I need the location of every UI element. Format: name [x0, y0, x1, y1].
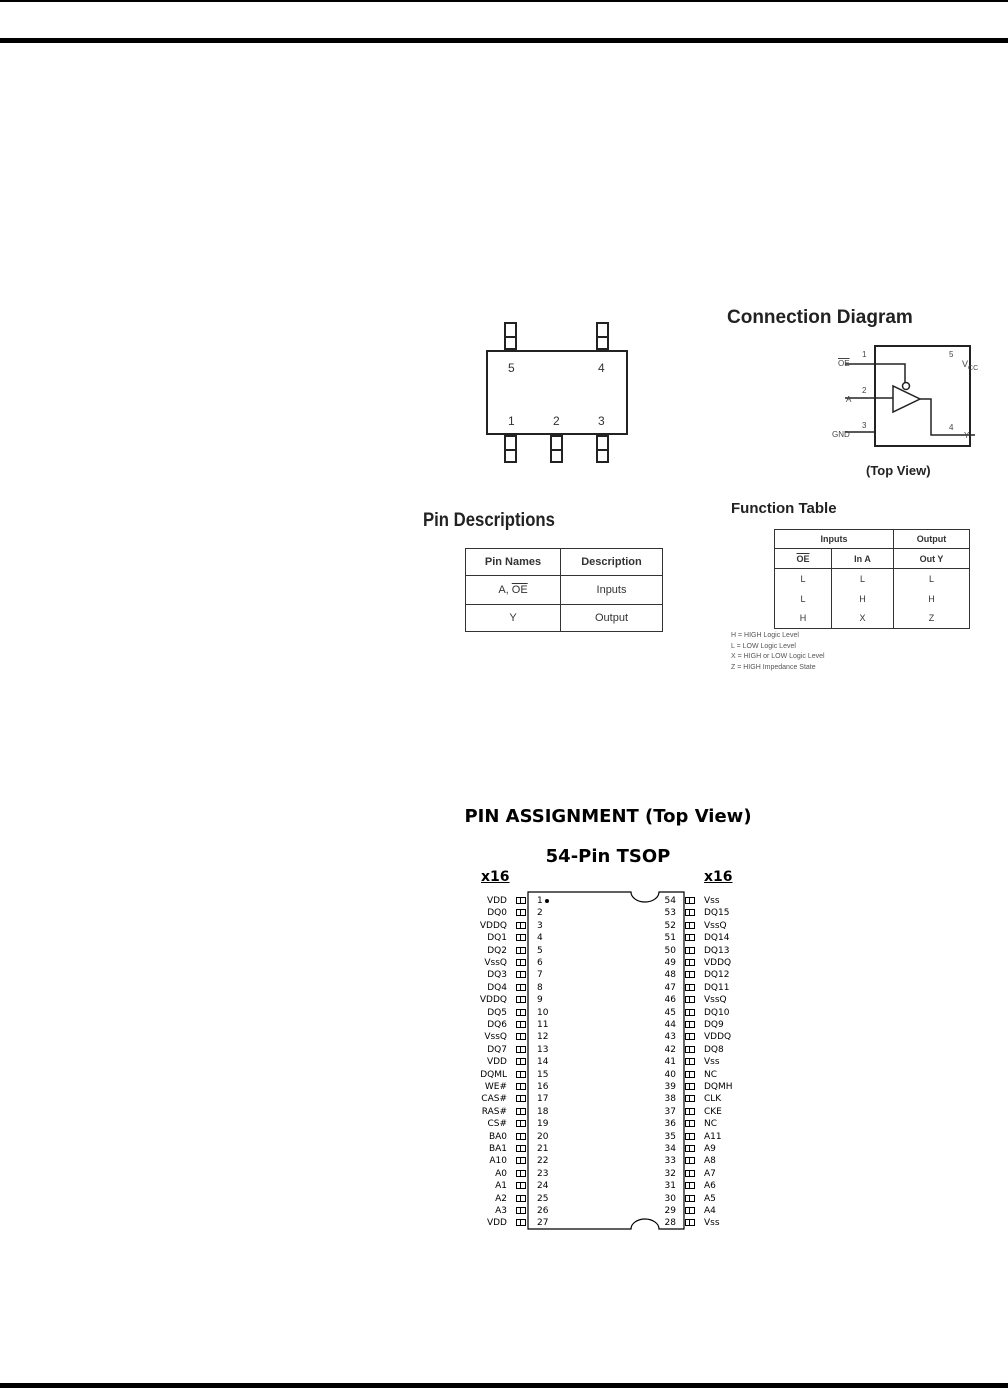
- pin-lead-icon: [516, 897, 526, 904]
- pin-number: 50: [664, 945, 676, 956]
- pkg-pin-num: 2: [553, 414, 560, 428]
- pin-label: A0: [495, 1168, 507, 1179]
- pin-label: Vss: [704, 896, 720, 906]
- group-header: Inputs: [775, 530, 894, 549]
- tsop-pin-left: [445, 994, 565, 1006]
- pin-lead-icon: [516, 1033, 526, 1040]
- tsop-pin-left: [445, 1031, 565, 1043]
- pin-lead-icon: [516, 947, 526, 954]
- pin-lead-icon: [516, 1195, 526, 1202]
- pin-name-cell: [466, 605, 561, 632]
- tsop-pin-left: [445, 945, 565, 957]
- pin-name-cell: [466, 576, 561, 605]
- pin-label: A7: [704, 1168, 716, 1179]
- pin-lead-icon: [516, 971, 526, 978]
- tsop-pin-right: [658, 1069, 758, 1081]
- pin-lead-icon: [516, 1207, 526, 1214]
- pin-label: A3: [495, 1206, 507, 1216]
- pin-lead-icon: [516, 1009, 526, 1016]
- pin-label: DQ9: [704, 1020, 724, 1030]
- pin-number: 1: [537, 896, 543, 906]
- tsop-pin-left: [445, 1056, 565, 1068]
- pin-name-vcc-sub: CC: [968, 364, 979, 372]
- pin-lead-icon: [516, 934, 526, 941]
- pin-label: DQ8: [704, 1044, 724, 1055]
- pin-lead-icon: [685, 897, 695, 904]
- tsop-pin-right: [658, 994, 758, 1006]
- pin-name-a: A: [846, 395, 852, 404]
- pin-label: DQ2: [487, 945, 507, 956]
- pin-label: Vss: [704, 1057, 720, 1068]
- pin-lead-icon: [685, 1108, 695, 1115]
- col-header: $\overline{OE}$: [775, 549, 832, 569]
- pin-label: WE#: [484, 1082, 507, 1092]
- pin-number: 11: [537, 1020, 549, 1030]
- pin-lead-icon: [685, 1195, 695, 1202]
- pin-label: VssQ: [484, 958, 507, 968]
- pin-label: BA1: [488, 1144, 507, 1154]
- pin-num-1: 1: [862, 350, 867, 359]
- description-cell: Output: [561, 605, 663, 632]
- pin-number: 54: [664, 896, 676, 906]
- pin-number: 25: [537, 1193, 549, 1204]
- pin-number: 35: [664, 1131, 676, 1142]
- pin-number: 9: [537, 995, 543, 1006]
- pin-number: 33: [664, 1156, 676, 1167]
- pin-lead-icon: [685, 947, 695, 954]
- table-cell: H: [775, 609, 832, 629]
- pin-num-3: 3: [862, 421, 867, 430]
- pin-lead-icon: [516, 1133, 526, 1140]
- col-header: In A: [832, 549, 894, 569]
- table-cell: Z: [894, 609, 970, 629]
- function-table-legend: [731, 631, 825, 673]
- pin-lead-icon: [516, 1058, 526, 1065]
- pin-lead-icon: [685, 959, 695, 966]
- pin-name-vcc: [962, 359, 978, 372]
- table-row: [466, 576, 663, 605]
- tsop-pin-left: [445, 1217, 565, 1229]
- legend-line: Z = HIGH Impedance State: [731, 663, 816, 671]
- tsop-pin-left: [445, 1193, 565, 1205]
- pin-lead-icon: [685, 1219, 695, 1226]
- tsop-pin-left: [445, 1118, 565, 1130]
- pin-number: 40: [664, 1069, 676, 1080]
- legend-line: X = HIGH or LOW Logic Level: [731, 653, 825, 660]
- pin-lead-icon: [685, 1033, 695, 1040]
- pin-label: DQML: [480, 1069, 507, 1080]
- pin-lead-icon: [685, 1009, 695, 1016]
- pin-lead-icon: [516, 1071, 526, 1078]
- pkg-pin-num: 4: [598, 361, 605, 375]
- pin-label: VDDQ: [479, 920, 507, 931]
- pin-number: 38: [664, 1094, 676, 1105]
- pin-number: 39: [664, 1082, 676, 1092]
- tsop-pin-left: [445, 1019, 565, 1031]
- pin-lead-icon: [516, 1021, 526, 1028]
- pin-label: A8: [704, 1156, 716, 1167]
- pin-label: DQMH: [704, 1082, 733, 1092]
- pin-number: 12: [537, 1032, 549, 1043]
- col-header: Description: [561, 549, 663, 576]
- connection-diagram-title: Connection Diagram: [727, 307, 913, 328]
- pin-label: A4: [704, 1206, 716, 1216]
- pin-lead-icon: [516, 1219, 526, 1226]
- tsop-pin-left: [445, 1007, 565, 1019]
- pin-name-gnd: GND: [832, 430, 850, 439]
- pin-descriptions-title: Pin Descriptions: [423, 510, 555, 531]
- pin-num-5: 5: [949, 350, 954, 359]
- pin-number: 28: [664, 1218, 676, 1229]
- table-row: [775, 569, 970, 589]
- pin-label: VssQ: [484, 1032, 507, 1043]
- chip-outline: [875, 346, 970, 446]
- tsop-pin-left: [445, 1155, 565, 1167]
- pin-label: VDD: [486, 1057, 507, 1068]
- pin-label: CKE: [704, 1106, 722, 1117]
- tsop-pin-right: [658, 932, 758, 944]
- pin-lead-icon: [516, 1182, 526, 1189]
- pin-label: DQ1: [487, 933, 507, 944]
- tsop-pin-right: [658, 1131, 758, 1143]
- package-name: 54-Pin TSOP: [545, 846, 671, 867]
- pin-number: 51: [664, 933, 676, 944]
- pin-lead-icon: [516, 1145, 526, 1152]
- tsop-pin-left: [445, 1168, 565, 1180]
- pin-number: 15: [537, 1069, 549, 1080]
- pin-number: 13: [537, 1044, 549, 1055]
- pin-number: 43: [664, 1032, 676, 1043]
- pin-lead-icon: [685, 1182, 695, 1189]
- lead-pin-3: [596, 435, 609, 463]
- pin-name-y: Y: [964, 431, 970, 440]
- top-rule-thin: [0, 0, 1008, 2]
- pin-label: DQ10: [704, 1007, 730, 1018]
- pin-number: 45: [664, 1007, 676, 1018]
- pin-label: VDDQ: [479, 995, 507, 1006]
- pin-number: 24: [537, 1181, 549, 1192]
- table-cell: L: [894, 569, 970, 589]
- left-column-header: x16: [481, 869, 510, 885]
- pin-lead-icon: [685, 1021, 695, 1028]
- pin-label: CS#: [487, 1119, 507, 1130]
- pin-lead-icon: [516, 1095, 526, 1102]
- tsop-pin-right: [658, 1168, 758, 1180]
- col-header: Out Y: [894, 549, 970, 569]
- pin-number: 17: [537, 1094, 549, 1105]
- pin-label: DQ7: [487, 1044, 507, 1055]
- tsop-pin-left: [445, 1044, 565, 1056]
- tsop-pin-right: [658, 1031, 758, 1043]
- pin-number: 52: [664, 920, 676, 931]
- pin-label: DQ5: [487, 1007, 507, 1018]
- tsop-pin-right: [658, 969, 758, 981]
- description-cell: Inputs: [561, 576, 663, 605]
- pin-number: 53: [664, 908, 676, 919]
- lead-pin-1: [504, 435, 517, 463]
- pin-number: 4: [537, 933, 543, 944]
- tsop-pin-right: [658, 982, 758, 994]
- pin-label: NC: [704, 1119, 718, 1130]
- pin-label: A11: [704, 1131, 722, 1142]
- pin-number: 20: [537, 1131, 549, 1142]
- pin-label: DQ12: [704, 970, 730, 981]
- pin-label: VDD: [486, 1218, 507, 1229]
- pin-number: 30: [664, 1193, 676, 1204]
- pin-lead-icon: [685, 996, 695, 1003]
- top-rule-thick: [0, 38, 1008, 43]
- pin-lead-icon: [516, 1170, 526, 1177]
- pin-label: VDD: [486, 896, 507, 906]
- tsop-pin-left: [445, 895, 565, 907]
- pin-lead-icon: [685, 1170, 695, 1177]
- tsop-pin-right: [658, 1044, 758, 1056]
- enable-bubble: [903, 383, 910, 390]
- pin-label: DQ14: [704, 933, 730, 944]
- tsop-pin-left: [445, 1106, 565, 1118]
- pin-label: A10: [489, 1156, 507, 1167]
- table-cell: X: [832, 609, 894, 629]
- tsop-pin-right: [658, 1217, 758, 1229]
- pin-lead-icon: [685, 1207, 695, 1214]
- pin-number: 14: [537, 1057, 549, 1068]
- tsop-pin-right: [658, 1056, 758, 1068]
- pin-number: 37: [664, 1106, 676, 1117]
- pin-name-oe: $\overline{OE}$: [838, 359, 850, 368]
- pin-number: 22: [537, 1156, 549, 1167]
- pin-number: 10: [537, 1007, 549, 1018]
- bottom-rule-thick: [0, 1383, 1008, 1388]
- legend-line: H = HIGH Logic Level: [731, 632, 799, 639]
- pin-assignment-title: PIN ASSIGNMENT (Top View): [464, 806, 752, 827]
- tsop-pin-left: [445, 907, 565, 919]
- pin-number: 7: [537, 970, 543, 981]
- pin-number: 2: [537, 908, 543, 919]
- pin-label: RAS#: [481, 1106, 507, 1117]
- pin-number: 47: [664, 982, 676, 993]
- pin-number: 26: [537, 1206, 549, 1216]
- pin-lead-icon: [516, 922, 526, 929]
- tsop-pin-right: [658, 895, 758, 907]
- table-row: [466, 605, 663, 632]
- pin-lead-icon: [516, 1120, 526, 1127]
- pin-lead-icon: [685, 1133, 695, 1140]
- tsop-pin-left: [445, 1205, 565, 1217]
- tsop-pin-right: [658, 1205, 758, 1217]
- tsop-pin-right: [658, 920, 758, 932]
- pin-lead-icon: [685, 1157, 695, 1164]
- tsop-pin-right: [658, 957, 758, 969]
- pin-number: 41: [664, 1057, 676, 1068]
- tsop-pin-left: [445, 982, 565, 994]
- tsop-pin-right: [658, 1007, 758, 1019]
- tsop-pin-right: [658, 1118, 758, 1130]
- pin-number: 44: [664, 1020, 676, 1030]
- pin-label: A1: [495, 1181, 507, 1192]
- table-cell: L: [775, 589, 832, 609]
- pin-number: 3: [537, 920, 543, 931]
- table-cell: H: [894, 589, 970, 609]
- table-cell: H: [832, 589, 894, 609]
- pin-number: 46: [664, 995, 676, 1006]
- pin-label: VssQ: [704, 995, 727, 1006]
- tsop-pin-right: [658, 1155, 758, 1167]
- pin-name-vcc-main: V: [962, 359, 969, 369]
- connection-diagram-caption: (Top View): [866, 463, 931, 478]
- col-header: Pin Names: [466, 549, 561, 576]
- pin-label: DQ3: [487, 970, 507, 981]
- tsop-pin-left: [445, 1180, 565, 1192]
- tsop-pin-right: [658, 945, 758, 957]
- pkg-pin-num: 5: [508, 361, 515, 375]
- pin-number: 49: [664, 958, 676, 968]
- pin-lead-icon: [685, 1145, 695, 1152]
- pin-lead-icon: [516, 1083, 526, 1090]
- tsop-pin-right: [658, 907, 758, 919]
- tsop-pin-right: [658, 1143, 758, 1155]
- pin-lead-icon: [516, 1108, 526, 1115]
- table-cell: L: [832, 569, 894, 589]
- lead-pin-4: [596, 322, 609, 350]
- function-truth-table: [774, 529, 970, 629]
- pin-number: 8: [537, 982, 543, 993]
- tsop-pin-left: [445, 1143, 565, 1155]
- pin-num-4: 4: [949, 423, 954, 432]
- pin-lead-icon: [685, 971, 695, 978]
- tsop-pin-right: [658, 1093, 758, 1105]
- pin-label: DQ11: [704, 982, 730, 993]
- table-row: [775, 589, 970, 609]
- pin-num-2: 2: [862, 386, 867, 395]
- pin-descriptions-table: [465, 548, 663, 632]
- pin-lead-icon: [685, 934, 695, 941]
- tsop-pin-left: [445, 1131, 565, 1143]
- pin-number: 27: [537, 1218, 549, 1229]
- pin-lead-icon: [516, 909, 526, 916]
- pin-label: VDDQ: [704, 1032, 732, 1043]
- pin-label: DQ13: [704, 945, 730, 956]
- pin-name-overline: $\overline{OE}$: [511, 584, 528, 596]
- right-column-header: x16: [704, 869, 733, 885]
- pin-label: CLK: [704, 1094, 722, 1105]
- pin-number: 16: [537, 1082, 549, 1092]
- pin-number: 6: [537, 958, 543, 968]
- pin-label: BA0: [488, 1131, 507, 1142]
- pin-lead-icon: [685, 984, 695, 991]
- tsop-pin-right: [658, 1019, 758, 1031]
- tsop-pin-left: [445, 1093, 565, 1105]
- pin-number: 42: [664, 1044, 676, 1055]
- pin-number: 34: [664, 1144, 676, 1154]
- pin-name-prefix: A,: [498, 584, 512, 596]
- pin-label: DQ15: [704, 908, 730, 919]
- lead-pin-5: [504, 322, 517, 350]
- pin-label: A9: [704, 1144, 716, 1154]
- pin-number: 36: [664, 1119, 676, 1130]
- pin-label: VDDQ: [704, 958, 732, 968]
- tsop-pin-left: [445, 969, 565, 981]
- pin-label: A5: [704, 1193, 716, 1204]
- pin-name-prefix: Y: [509, 612, 517, 624]
- pin-label: CAS#: [481, 1094, 507, 1105]
- pin-number: 32: [664, 1168, 676, 1179]
- tsop-pin-right: [658, 1180, 758, 1192]
- pin-label: DQ0: [487, 908, 507, 919]
- pin-number: 23: [537, 1168, 549, 1179]
- pkg-pin-num: 1: [508, 414, 515, 428]
- pin-number: 5: [537, 945, 543, 956]
- tsop-pin-left: [445, 932, 565, 944]
- table-cell: L: [775, 569, 832, 589]
- tsop-pin-left: [445, 957, 565, 969]
- pin-label: DQ4: [487, 982, 507, 993]
- lead-pin-2: [550, 435, 563, 463]
- legend-line: L = LOW Logic Level: [731, 642, 796, 650]
- pin-label: NC: [704, 1069, 718, 1080]
- pin-lead-icon: [516, 1157, 526, 1164]
- pin-lead-icon: [685, 1071, 695, 1078]
- tsop-pin-right: [658, 1106, 758, 1118]
- pkg-pin-num: 3: [598, 414, 605, 428]
- pin-lead-icon: [685, 1058, 695, 1065]
- pin-number: 29: [664, 1206, 676, 1216]
- pin-number: 18: [537, 1106, 549, 1117]
- pin-label: A6: [704, 1181, 716, 1192]
- pin-lead-icon: [516, 984, 526, 991]
- pin-number: 31: [664, 1181, 676, 1192]
- pin-label: A2: [495, 1193, 507, 1204]
- pin-lead-icon: [685, 1095, 695, 1102]
- pin-label: Vss: [704, 1218, 720, 1229]
- pin-lead-icon: [685, 909, 695, 916]
- group-header: Output: [894, 530, 970, 549]
- tsop-pin-right: [658, 1193, 758, 1205]
- pin-number: 21: [537, 1144, 549, 1154]
- pin-number: 48: [664, 970, 676, 981]
- tsop-pin-right: [658, 1081, 758, 1093]
- pin-lead-icon: [516, 996, 526, 1003]
- tsop-pin-left: [445, 1069, 565, 1081]
- pin-lead-icon: [685, 1046, 695, 1053]
- pin-lead-icon: [685, 1083, 695, 1090]
- tsop-pin-left: [445, 920, 565, 932]
- pin-lead-icon: [516, 959, 526, 966]
- pin-lead-icon: [685, 922, 695, 929]
- pin-lead-icon: [685, 1120, 695, 1127]
- pin-label: VssQ: [704, 920, 727, 931]
- tsop-pin-left: [445, 1081, 565, 1093]
- pin-label: DQ6: [487, 1020, 507, 1030]
- pin-number: 19: [537, 1119, 549, 1130]
- table-row: [775, 609, 970, 629]
- function-table-title: Function Table: [731, 500, 837, 517]
- pin-lead-icon: [516, 1046, 526, 1053]
